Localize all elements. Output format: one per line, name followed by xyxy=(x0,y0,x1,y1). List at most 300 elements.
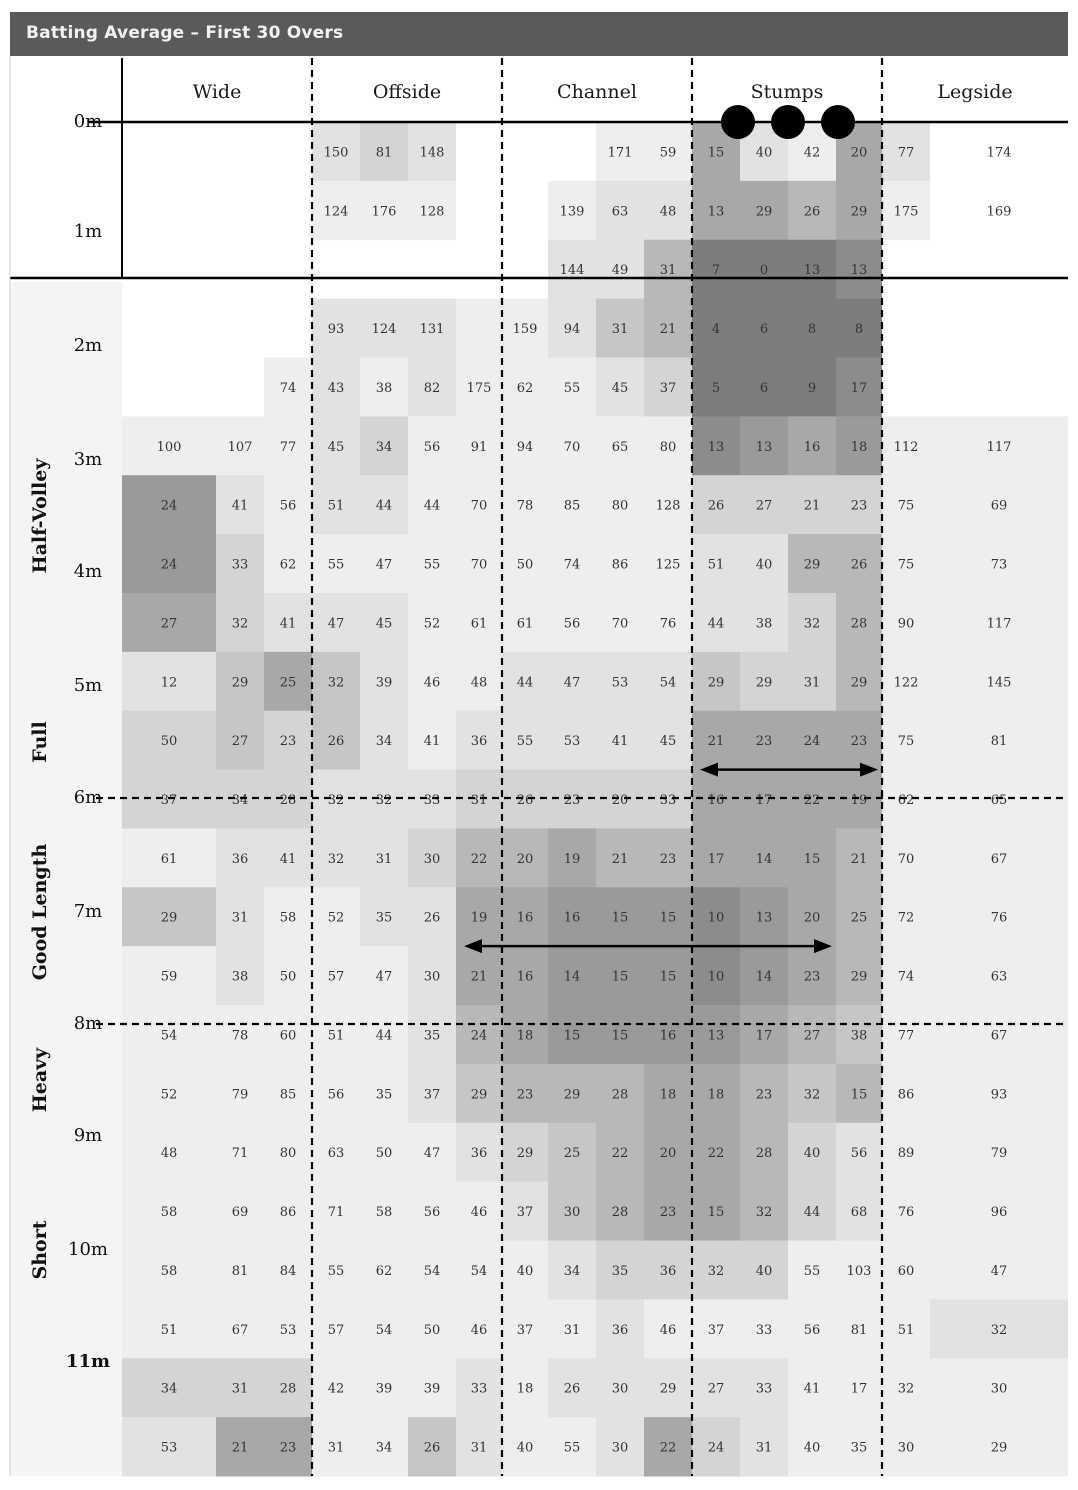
cell-value: 25 xyxy=(850,910,868,926)
cell-value: 70 xyxy=(611,616,629,632)
cell-value: 56 xyxy=(423,439,441,455)
cell-value: 58 xyxy=(375,1205,393,1221)
cell-value: 15 xyxy=(611,1028,629,1044)
cell-value: 13 xyxy=(707,204,725,220)
cell-value: 41 xyxy=(611,734,629,750)
cell-value: 144 xyxy=(559,263,585,279)
cell-value: 78 xyxy=(516,498,534,514)
cell-value: 69 xyxy=(990,498,1008,514)
cell-value: 86 xyxy=(279,1205,297,1221)
cell-value: 80 xyxy=(659,439,677,455)
cell-value: 51 xyxy=(897,1322,915,1338)
cell-value: 40 xyxy=(755,1263,773,1279)
cell-value: 37 xyxy=(516,1322,534,1338)
cell-value: 4 xyxy=(711,322,721,338)
cell-value: 71 xyxy=(327,1205,345,1221)
cell-value: 29 xyxy=(755,204,773,220)
cell-value: 16 xyxy=(707,793,725,808)
cell-value: 37 xyxy=(659,380,677,396)
cell-value: 31 xyxy=(659,263,677,279)
cell-value: 26 xyxy=(516,793,534,808)
cell-value: 13 xyxy=(755,439,773,455)
cell-value: 70 xyxy=(470,498,488,514)
cell-value: 29 xyxy=(850,675,868,691)
length-zone-label: Full xyxy=(29,721,51,763)
line-group-label: Stumps xyxy=(750,81,824,103)
cell-value: 45 xyxy=(327,439,345,455)
cell-value: 14 xyxy=(755,969,773,985)
cell-value: 23 xyxy=(516,1087,534,1103)
cell-value: 54 xyxy=(160,1028,178,1044)
cell-value: 77 xyxy=(897,1028,915,1044)
cell-value: 56 xyxy=(563,616,581,632)
cell-value: 30 xyxy=(423,969,441,985)
cell-value: 54 xyxy=(423,1263,441,1279)
cell-value: 36 xyxy=(470,1146,488,1162)
cell-value: 14 xyxy=(563,969,581,985)
cell-value: 24 xyxy=(803,734,821,750)
cell-value: 35 xyxy=(375,910,393,926)
cell-value: 86 xyxy=(897,1087,915,1103)
cell-value: 32 xyxy=(897,1381,915,1397)
cell-value: 50 xyxy=(375,1146,393,1162)
cell-value: 56 xyxy=(850,1146,868,1162)
cell-value: 42 xyxy=(803,145,821,161)
length-tick-label: 8m xyxy=(73,1013,103,1034)
cell-value: 21 xyxy=(659,322,677,338)
cell-value: 112 xyxy=(893,439,919,455)
length-zone-label: Short xyxy=(29,1220,51,1280)
cell-value: 14 xyxy=(755,851,773,867)
cell-value: 52 xyxy=(423,616,441,632)
cell-value: 96 xyxy=(990,1205,1008,1221)
cell-value: 22 xyxy=(470,851,488,867)
cell-value: 122 xyxy=(893,675,919,691)
cell-value: 31 xyxy=(470,1440,488,1456)
cell-value: 38 xyxy=(231,969,249,985)
cell-value: 124 xyxy=(371,322,397,338)
cell-value: 20 xyxy=(803,910,821,926)
cell-value: 27 xyxy=(803,1028,821,1044)
cell-value: 26 xyxy=(423,1440,441,1456)
cell-value: 77 xyxy=(897,145,915,161)
cell-value: 74 xyxy=(563,557,581,573)
cell-value: 34 xyxy=(375,439,393,455)
cell-value: 16 xyxy=(516,910,534,926)
cell-value: 62 xyxy=(375,1263,393,1279)
cell-value: 32 xyxy=(803,616,821,632)
cell-value: 22 xyxy=(659,1440,677,1456)
cell-value: 128 xyxy=(419,204,445,220)
cell-value: 13 xyxy=(707,439,725,455)
cell-value: 94 xyxy=(563,322,581,338)
cell-value: 94 xyxy=(516,439,534,455)
cell-value: 44 xyxy=(375,1028,393,1044)
cell-value: 60 xyxy=(279,1028,297,1044)
cell-value: 44 xyxy=(803,1205,821,1221)
cell-value: 65 xyxy=(611,439,629,455)
cell-value: 124 xyxy=(323,204,349,220)
cell-value: 15 xyxy=(611,910,629,926)
length-tick-label: 5m xyxy=(73,675,103,696)
cell-value: 159 xyxy=(512,322,538,338)
cell-value: 23 xyxy=(659,851,677,867)
length-tick-label: 3m xyxy=(73,449,103,470)
cell-value: 44 xyxy=(423,498,441,514)
cell-value: 30 xyxy=(897,1440,915,1456)
cell-value: 75 xyxy=(897,498,915,514)
cell-value: 21 xyxy=(850,851,868,867)
cell-value: 80 xyxy=(611,498,629,514)
cell-value: 40 xyxy=(755,557,773,573)
cell-value: 34 xyxy=(160,1381,178,1397)
cell-value: 93 xyxy=(327,322,345,338)
cell-value: 18 xyxy=(707,1087,725,1103)
cell-value: 33 xyxy=(659,793,677,808)
cell-value: 176 xyxy=(371,204,397,220)
cell-value: 8 xyxy=(807,322,817,338)
cell-value: 117 xyxy=(986,616,1012,632)
cell-value: 22 xyxy=(803,793,821,808)
cell-value: 139 xyxy=(559,204,585,220)
cell-value: 10 xyxy=(707,969,725,985)
cell-value: 20 xyxy=(611,793,629,808)
cell-value: 81 xyxy=(231,1263,249,1279)
cell-value: 67 xyxy=(231,1322,249,1338)
cell-value: 169 xyxy=(986,204,1012,220)
cell-value: 24 xyxy=(707,1440,725,1456)
cell-value: 31 xyxy=(470,793,488,808)
cell-value: 100 xyxy=(156,439,182,455)
cell-value: 24 xyxy=(470,1028,488,1044)
cell-value: 12 xyxy=(160,675,178,691)
cell-value: 26 xyxy=(423,910,441,926)
cell-value: 8 xyxy=(854,322,864,338)
cell-value: 71 xyxy=(231,1146,249,1162)
cell-value: 38 xyxy=(755,616,773,632)
length-tick-label: 1m xyxy=(73,221,103,242)
cell-value: 84 xyxy=(279,1263,297,1279)
cell-value: 41 xyxy=(231,498,249,514)
cell-value: 117 xyxy=(986,439,1012,455)
cell-value: 34 xyxy=(375,734,393,750)
cell-value: 48 xyxy=(470,675,488,691)
stump-marker xyxy=(821,105,855,139)
cell-value: 32 xyxy=(803,1087,821,1103)
cell-value: 43 xyxy=(327,380,345,396)
cell-value: 16 xyxy=(659,1028,677,1044)
cell-value: 35 xyxy=(423,1028,441,1044)
cell-value: 29 xyxy=(803,557,821,573)
cell-value: 58 xyxy=(160,1205,178,1221)
cell-value: 38 xyxy=(375,380,393,396)
cell-value: 31 xyxy=(563,1322,581,1338)
cell-value: 86 xyxy=(611,557,629,573)
length-tick-label: 9m xyxy=(73,1125,103,1146)
cell-value: 103 xyxy=(846,1263,872,1279)
cell-value: 28 xyxy=(611,1205,629,1221)
row-label-band xyxy=(10,282,122,1476)
cell-value: 27 xyxy=(231,734,249,750)
cell-value: 20 xyxy=(850,145,868,161)
cell-value: 13 xyxy=(707,1028,725,1044)
cell-value: 36 xyxy=(470,734,488,750)
cell-value: 22 xyxy=(707,1146,725,1162)
cell-value: 28 xyxy=(611,1087,629,1103)
cell-value: 20 xyxy=(516,851,534,867)
cell-value: 54 xyxy=(375,1322,393,1338)
cell-value: 31 xyxy=(755,1440,773,1456)
cell-value: 55 xyxy=(327,1263,345,1279)
length-zone-label: Heavy xyxy=(29,1047,51,1113)
cell-value: 32 xyxy=(327,793,345,808)
cell-value: 18 xyxy=(850,439,868,455)
cell-value: 56 xyxy=(423,1205,441,1221)
cell-value: 51 xyxy=(160,1322,178,1338)
cell-value: 15 xyxy=(707,1205,725,1221)
cell-value: 29 xyxy=(160,910,178,926)
cell-value: 85 xyxy=(279,1087,297,1103)
line-group-label: Legside xyxy=(937,81,1013,103)
cell-value: 33 xyxy=(755,1381,773,1397)
cell-value: 32 xyxy=(231,616,249,632)
cell-value: 56 xyxy=(327,1087,345,1103)
cell-value: 13 xyxy=(803,263,821,279)
cell-value: 53 xyxy=(279,1322,297,1338)
cell-value: 62 xyxy=(279,557,297,573)
cell-value: 15 xyxy=(659,910,677,926)
cell-value: 41 xyxy=(423,734,441,750)
cell-value: 59 xyxy=(160,969,178,985)
length-tick-label: 2m xyxy=(73,335,103,356)
cell-value: 48 xyxy=(659,204,677,220)
cell-value: 29 xyxy=(516,1146,534,1162)
cell-value: 33 xyxy=(423,793,441,808)
cell-value: 171 xyxy=(607,145,633,161)
cell-value: 73 xyxy=(990,557,1008,573)
cell-value: 15 xyxy=(563,1028,581,1044)
cell-value: 32 xyxy=(755,1205,773,1221)
cell-value: 44 xyxy=(516,675,534,691)
cell-value: 28 xyxy=(755,1146,773,1162)
cell-value: 30 xyxy=(990,1381,1008,1397)
cell-value: 61 xyxy=(470,616,488,632)
cell-value: 23 xyxy=(850,498,868,514)
cell-value: 57 xyxy=(327,1322,345,1338)
length-tick-label: 4m xyxy=(73,561,103,582)
cell-value: 51 xyxy=(707,557,725,573)
cell-value: 46 xyxy=(659,1322,677,1338)
cell-value: 62 xyxy=(516,380,534,396)
cell-value: 21 xyxy=(803,498,821,514)
cell-value: 19 xyxy=(470,910,488,926)
cell-value: 63 xyxy=(611,204,629,220)
cell-value: 75 xyxy=(897,557,915,573)
cell-value: 57 xyxy=(327,969,345,985)
cell-value: 37 xyxy=(160,793,178,808)
cell-value: 29 xyxy=(231,675,249,691)
cell-value: 47 xyxy=(375,557,393,573)
cell-value: 9 xyxy=(807,380,817,396)
cell-value: 26 xyxy=(327,734,345,750)
cell-value: 31 xyxy=(231,1381,249,1397)
cell-value: 33 xyxy=(755,1322,773,1338)
cell-value: 70 xyxy=(470,557,488,573)
cell-value: 35 xyxy=(375,1087,393,1103)
cell-value: 26 xyxy=(707,498,725,514)
cell-value: 85 xyxy=(563,498,581,514)
cell-value: 63 xyxy=(327,1146,345,1162)
cell-value: 21 xyxy=(707,734,725,750)
cell-value: 10 xyxy=(707,910,725,926)
cell-value: 21 xyxy=(231,1440,249,1456)
cell-value: 15 xyxy=(707,145,725,161)
cell-value: 37 xyxy=(707,1322,725,1338)
cell-value: 90 xyxy=(897,616,915,632)
cell-value: 74 xyxy=(279,380,297,396)
cell-value: 150 xyxy=(323,145,349,161)
cell-value: 31 xyxy=(327,1440,345,1456)
cell-value: 28 xyxy=(279,793,297,808)
cell-value: 23 xyxy=(659,1205,677,1221)
cell-value: 39 xyxy=(375,675,393,691)
cell-value: 47 xyxy=(990,1263,1008,1279)
cell-value: 15 xyxy=(659,969,677,985)
cell-value: 56 xyxy=(279,498,297,514)
cell-value: 39 xyxy=(375,1381,393,1397)
cell-value: 79 xyxy=(231,1087,249,1103)
cell-value: 39 xyxy=(423,1381,441,1397)
cell-value: 89 xyxy=(897,1146,915,1162)
cell-value: 67 xyxy=(990,851,1008,867)
cell-value: 52 xyxy=(160,1087,178,1103)
cell-value: 77 xyxy=(279,439,297,455)
cell-value: 128 xyxy=(655,498,681,514)
cell-value: 0 xyxy=(759,263,769,279)
cell-value: 40 xyxy=(755,145,773,161)
length-tick-label: 7m xyxy=(73,901,103,922)
cell-value: 91 xyxy=(470,439,488,455)
cell-value: 27 xyxy=(707,1381,725,1397)
cell-value: 38 xyxy=(850,1028,868,1044)
cell-value: 35 xyxy=(611,1263,629,1279)
cell-value: 45 xyxy=(659,734,677,750)
cell-value: 47 xyxy=(375,969,393,985)
cell-value: 81 xyxy=(850,1322,868,1338)
cell-value: 67 xyxy=(990,1028,1008,1044)
cell-value: 13 xyxy=(850,263,868,279)
cell-value: 47 xyxy=(563,675,581,691)
cell-value: 54 xyxy=(470,1263,488,1279)
cell-value: 21 xyxy=(470,969,488,985)
cell-value: 42 xyxy=(327,1381,345,1397)
cell-value: 17 xyxy=(707,851,725,867)
cell-value: 45 xyxy=(375,616,393,632)
cell-value: 20 xyxy=(659,1146,677,1162)
cell-value: 25 xyxy=(563,1146,581,1162)
cell-value: 31 xyxy=(231,910,249,926)
length-zone-label: Half-Volley xyxy=(29,458,51,574)
cell-value: 22 xyxy=(611,1146,629,1162)
stump-marker xyxy=(721,105,755,139)
cell-value: 31 xyxy=(611,322,629,338)
cell-value: 28 xyxy=(279,1381,297,1397)
cell-value: 27 xyxy=(160,616,178,632)
cell-value: 33 xyxy=(470,1381,488,1397)
cell-value: 19 xyxy=(563,851,581,867)
cell-value: 26 xyxy=(803,204,821,220)
cell-value: 30 xyxy=(563,1205,581,1221)
cell-value: 46 xyxy=(470,1205,488,1221)
cell-value: 65 xyxy=(990,793,1008,808)
cell-value: 32 xyxy=(375,793,393,808)
cell-value: 55 xyxy=(516,734,534,750)
cell-value: 23 xyxy=(755,734,773,750)
cell-value: 26 xyxy=(850,557,868,573)
chart-title: Batting Average – First 30 Overs xyxy=(26,23,344,43)
cell-value: 70 xyxy=(563,439,581,455)
cell-value: 60 xyxy=(897,1263,915,1279)
line-group-label: Channel xyxy=(557,81,637,103)
cell-value: 55 xyxy=(563,380,581,396)
line-group-label: Wide xyxy=(192,81,242,103)
cell-value: 29 xyxy=(990,1440,1008,1456)
cell-value: 23 xyxy=(755,1087,773,1103)
line-group-label: Offside xyxy=(372,81,442,103)
cell-value: 32 xyxy=(327,851,345,867)
cell-value: 32 xyxy=(990,1322,1008,1338)
cell-value: 52 xyxy=(327,910,345,926)
cell-value: 58 xyxy=(279,910,297,926)
cell-value: 13 xyxy=(755,910,773,926)
length-tick-label: 6m xyxy=(73,787,103,808)
cell-value: 23 xyxy=(279,1440,297,1456)
cell-value: 30 xyxy=(423,851,441,867)
cell-value: 45 xyxy=(611,380,629,396)
cell-value: 15 xyxy=(803,851,821,867)
cell-value: 18 xyxy=(516,1381,534,1397)
cell-value: 15 xyxy=(611,969,629,985)
cell-value: 41 xyxy=(279,851,297,867)
cell-value: 18 xyxy=(659,1087,677,1103)
cell-value: 37 xyxy=(423,1087,441,1103)
cell-value: 76 xyxy=(659,616,677,632)
cell-value: 53 xyxy=(563,734,581,750)
cell-value: 29 xyxy=(850,204,868,220)
cell-value: 40 xyxy=(516,1440,534,1456)
cell-value: 53 xyxy=(160,1440,178,1456)
cell-value: 40 xyxy=(803,1440,821,1456)
cell-value: 16 xyxy=(803,439,821,455)
cell-value: 82 xyxy=(423,380,441,396)
cell-value: 34 xyxy=(231,793,249,808)
cell-value: 72 xyxy=(897,910,915,926)
cell-value: 32 xyxy=(707,1263,725,1279)
cell-value: 70 xyxy=(897,851,915,867)
cell-value: 17 xyxy=(850,380,868,396)
cell-value: 19 xyxy=(850,793,868,808)
heatmap-cell xyxy=(456,299,502,358)
cell-value: 174 xyxy=(986,145,1012,161)
cell-value: 29 xyxy=(707,675,725,691)
cell-value: 54 xyxy=(659,675,677,691)
cell-value: 49 xyxy=(611,263,629,279)
cell-value: 25 xyxy=(279,675,297,691)
cell-value: 41 xyxy=(803,1381,821,1397)
cell-value: 5 xyxy=(711,380,721,396)
cell-value: 93 xyxy=(990,1087,1008,1103)
cell-value: 50 xyxy=(279,969,297,985)
